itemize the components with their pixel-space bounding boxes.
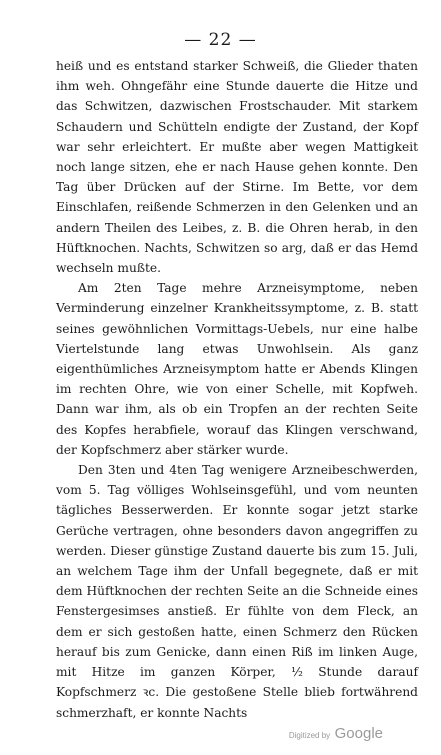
- paragraph-3: Den 3ten und 4ten Tag wenigere Arzneibeschwerden, vom 5. Tag völliges Wohlseinsgefühl, und vom neunten tägliches Besserwerden. Er konnte sogar jetzt starke Gerüche vertragen, ohne besonders davon angegriffen zu werden. Dieser günstige Zustand dauerte bis zum 15. Juli, an welchem Tage ihm der Unfall begegnete, daß er mit dem Hüftknochen der rechten Seite an die Schneide eines Fenstergesimses anstieß. Er fühlte von dem Fleck, an dem er sich gestoßen hatte, einen Schmerz den Rücken herauf bis zum Genicke, dann einen Riß im linken Auge, mit Hitze im ganzen Körper, ½ Stunde darauf Kopfschmerz ꝛc. Die gestoßene Stelle blieb fortwährend schmerzhaft, er konnte Nachts: [56, 463, 418, 720]
- body-text: [56, 56, 418, 723]
- paragraph-1: heiß und es entstand starker Schweiß, die Glieder thaten ihm weh. Ohngefähr eine Stunde dauerte die Hitze und das Schwitzen, dazwischen Frostschauder. Mit starkem Schaudern und Schütteln endigte der Zustand, der Kopf war sehr erleichtert. Er mußte aber wegen Mattigkeit noch lange sitzen, ehe er nach Hause gehen konnte. Den Tag über Drücken auf der Stirne. Im Bette, vor dem Einschlafen, reißende Schmerzen in den Gelenken und an andern Theilen des Leibes, z. B. die Ohren herab, in den Hüftknochen. Nachts, Schwitzen so arg, daß er das Hemd wechseln mußte.: [56, 59, 418, 276]
- page-number: — 22 —: [184, 30, 257, 50]
- paragraph-2: Am 2ten Tage mehre Arzneisymptome, neben Verminderung einzelner Krankheitssymptome, z. B. statt seines gewöhnlichen Vormittags-Uebels, nur eine halbe Viertelstunde lang etwas Unwohlsein. Als ganz eigenthümliches Arzneisymptom hatte er Abends Klingen im rechten Ohre, wie von einer Schelle, mit Kopfweh. Dann war ihm, als ob ein Tropfen an der rechten Seite des Kopfes herabfiele, worauf das Klingen verschwand, der Kopfschmerz aber stärker wurde.: [56, 281, 418, 457]
- digitized-by-google-watermark: [289, 725, 383, 743]
- watermark-prefix: Digitized by: [288, 731, 331, 740]
- watermark-brand: Google: [334, 725, 383, 742]
